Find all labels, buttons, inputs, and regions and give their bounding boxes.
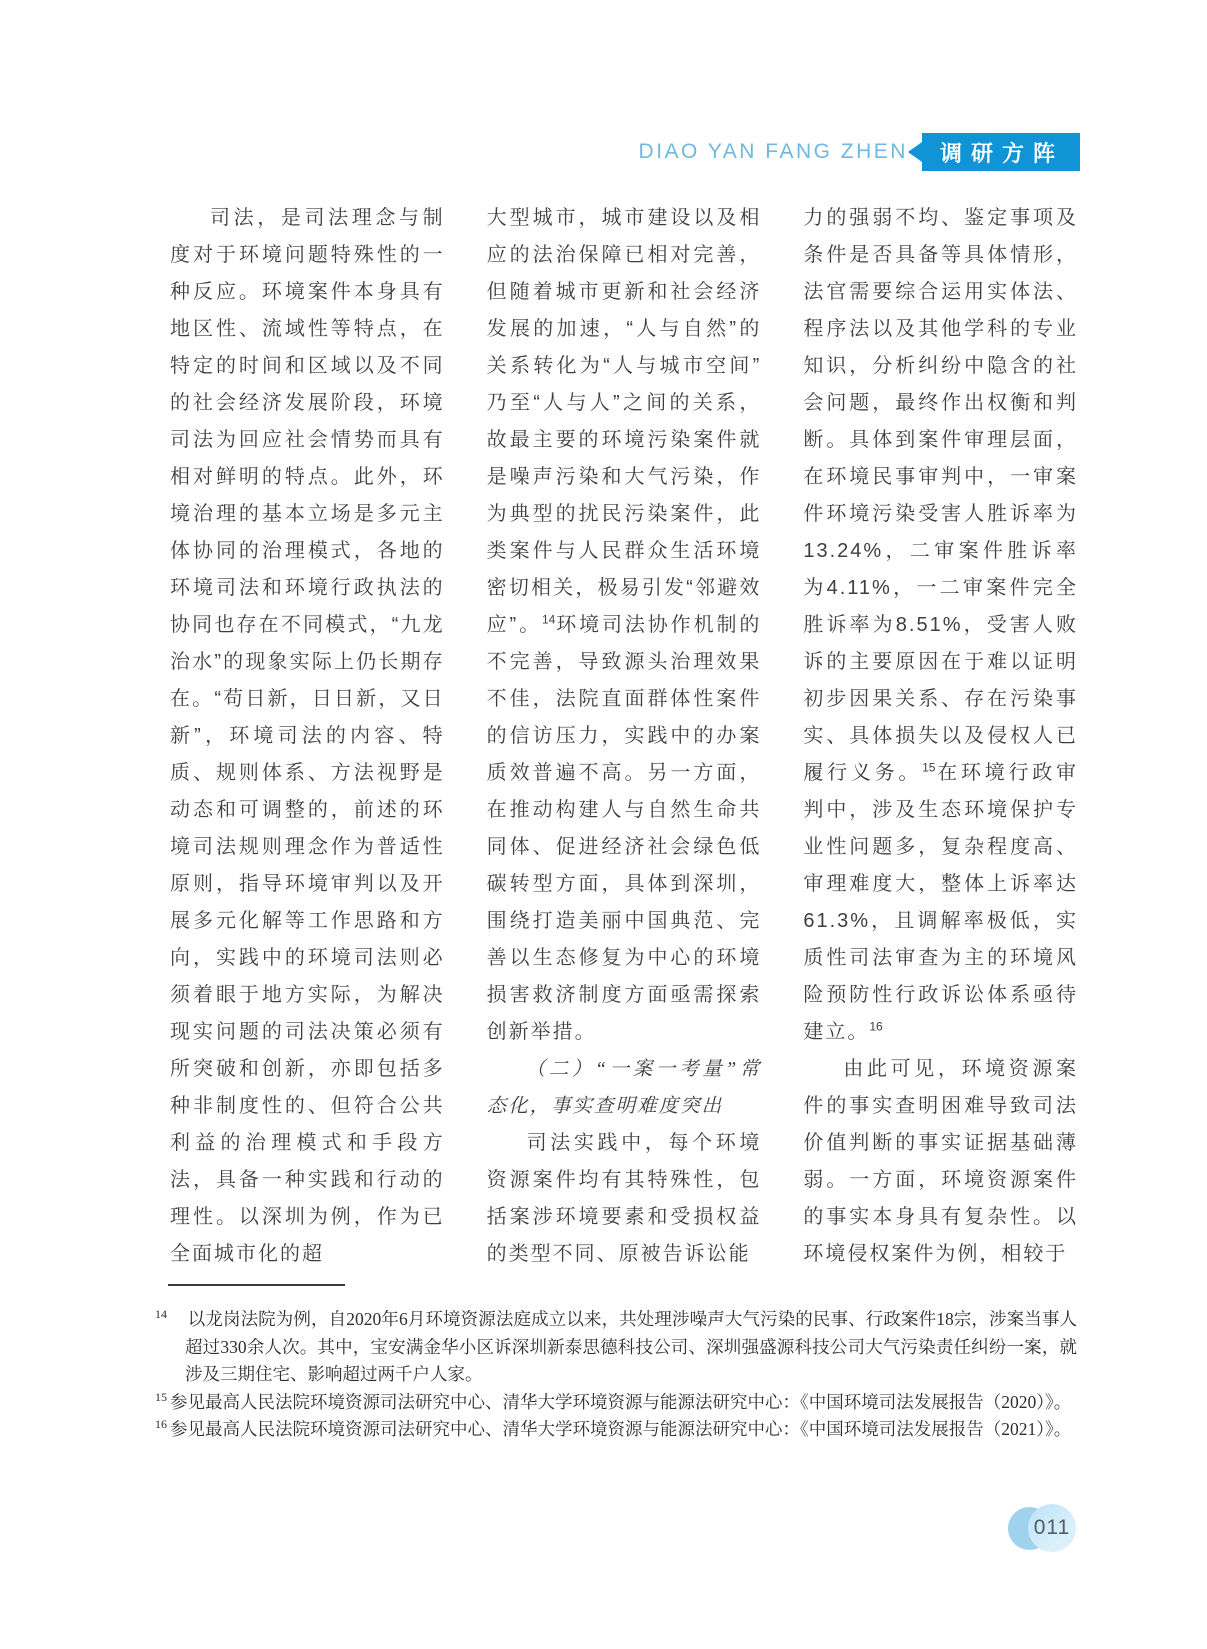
paragraph: 司法，是司法理念与制度对于环境问题特殊性的一种反应。环境案件本身具有地区性、流域性等特点，在特定的时间和区域以及不同的社会经济发展阶段，环境司法为回应社会情势而具有相对鲜明的特点。此外，环境治理的基本立场是多元主体协同的治理模式，各地的环境司法和环境行政执法的协同也存在不同模式，“九龙治水”的现象实际上仍长期存在。“苟日新，日日新，又日新”，环境司法的内容、特质、规则体系、方法视野是动态和可调整的，前述的环境司法规则理念作为普适性原则，指导环境审判以及开展多元化解等工作思路和方向，实践中的环境司法则必须着眼于地方实际，为解决现实问题的司法决策必须有所突破和创新，亦即包括多种非制度性的、但符合公共利益的治理模式和手段方法，具备一种实践和行动的理性。以深圳为例，作为已全面城市化的超 — [170, 207, 445, 1265]
section-heading: （二）“一案一考量”常态化，事实查明难度突出 — [486, 1059, 762, 1117]
paragraph: 司法实践中，每个环境资源案件均有其特殊性，包括案涉环境要素和受损权益的类型不同、原被告诉讼能 — [486, 1132, 762, 1265]
paragraph: 大型城市，城市建设以及相应的法治保障已相对完善，但随着城市更新和社会经济发展的加速，“人与自然”的关系转化为“人与城市空间”乃至“人与人”之间的关系，故最主要的环境污染案件就是噪声污染和大气污染，作为典型的扰民污染案件，此类案件与人民群众生活环境密切相关，极易引发“邻避效应”。$^{14}$环境司法协作机制的不完善，导致源头治理效果不佳，法院直面群体性案件的信访压力，实践中的办案质效普遍不高。另一方面，在推动构建人与自然生命共同体、促进经济社会绿色低碳转型方面，具体到深圳，围绕打造美丽中国典范、完善以生态修复为中心的环境损害救济制度方面亟需探索创新举措。 — [486, 207, 762, 1043]
footnote-text: 参见最高人民法院环境资源司法研究中心、清华大学环境资源与能源法研究中心：《中国环境司法发展报告（2020）》。 — [170, 1391, 1072, 1412]
footnote-separator — [168, 1284, 345, 1286]
page-number-text: 011 — [1033, 1516, 1071, 1539]
footnote-ref: 16 — [869, 1019, 883, 1034]
text-column-1 — [170, 200, 445, 1273]
left-triangle-icon — [908, 142, 922, 162]
footnote-text: 以龙岗法院为例，自2020年6月环境资源法庭成立以来，共处理涉噪声大气污染的民事、行政案件18宗，涉案当事人超过330余人次。其中，宝安满金华小区诉深圳新泰思德科技公司、深圳强盛源科技公司大气污染责任纠纷一案，就涉及三期住宅、影响超过两千户人家。 — [170, 1309, 1077, 1384]
footnote-item — [155, 1389, 1077, 1417]
text-column-3 — [803, 200, 1078, 1273]
footnote-text: 参见最高人民法院环境资源司法研究中心、清华大学环境资源与能源法研究中心：《中国环境司法发展报告（2021）》。 — [170, 1419, 1072, 1439]
footnote-ref: 15 — [922, 760, 936, 775]
footnote-item — [155, 1416, 1077, 1444]
page-header — [0, 133, 1080, 171]
article-columns — [170, 200, 1078, 1273]
footnote-marker: 14 — [155, 1307, 167, 1322]
header-badge — [922, 133, 1080, 171]
footnotes — [155, 1306, 1077, 1444]
paragraph: 力的强弱不均、鉴定事项及条件是否具备等具体情形，法官需要综合运用实体法、程序法以及其他学科的专业知识，分析纠纷中隐含的社会问题，最终作出权衡和判断。具体到案件审理层面，在环境民事审判中，一审案件环境污染受害人胜诉率为13.24%，二审案件胜诉率为4.11%，一二审案件完全胜诉率为8.51%，受害人败诉的主要原因在于难以证明初步因果关系、存在污染事实、具体损失以及侵权人已履行义务。$^{15}$在环境行政审判中，涉及生态环境保护专业性问题多，复杂程度高、审理难度大，整体上诉率达61.3%，且调解率极低，实质性司法审查为主的环境风险预防性行政诉讼体系亟待建立。$^{16}$ — [803, 207, 1079, 1043]
page-number — [1028, 1504, 1076, 1552]
header-badge-label: 调研方阵 — [939, 140, 1064, 166]
footnote-ref: 14 — [542, 612, 556, 627]
page-number-bubble — [1008, 1504, 1076, 1553]
footnote-marker: 16 — [155, 1417, 167, 1432]
header-romanized-title: DIAO YAN FANG ZHEN — [638, 140, 908, 163]
footnote-item — [155, 1306, 1077, 1389]
footnote-marker: 15 — [155, 1389, 167, 1404]
text-column-2 — [487, 200, 762, 1273]
paragraph: 由此可见，环境资源案件的事实查明困难导致司法价值判断的事实证据基础薄弱。一方面，环境资源案件的事实本身具有复杂性。以环境侵权案件为例，相较于 — [803, 1058, 1079, 1265]
